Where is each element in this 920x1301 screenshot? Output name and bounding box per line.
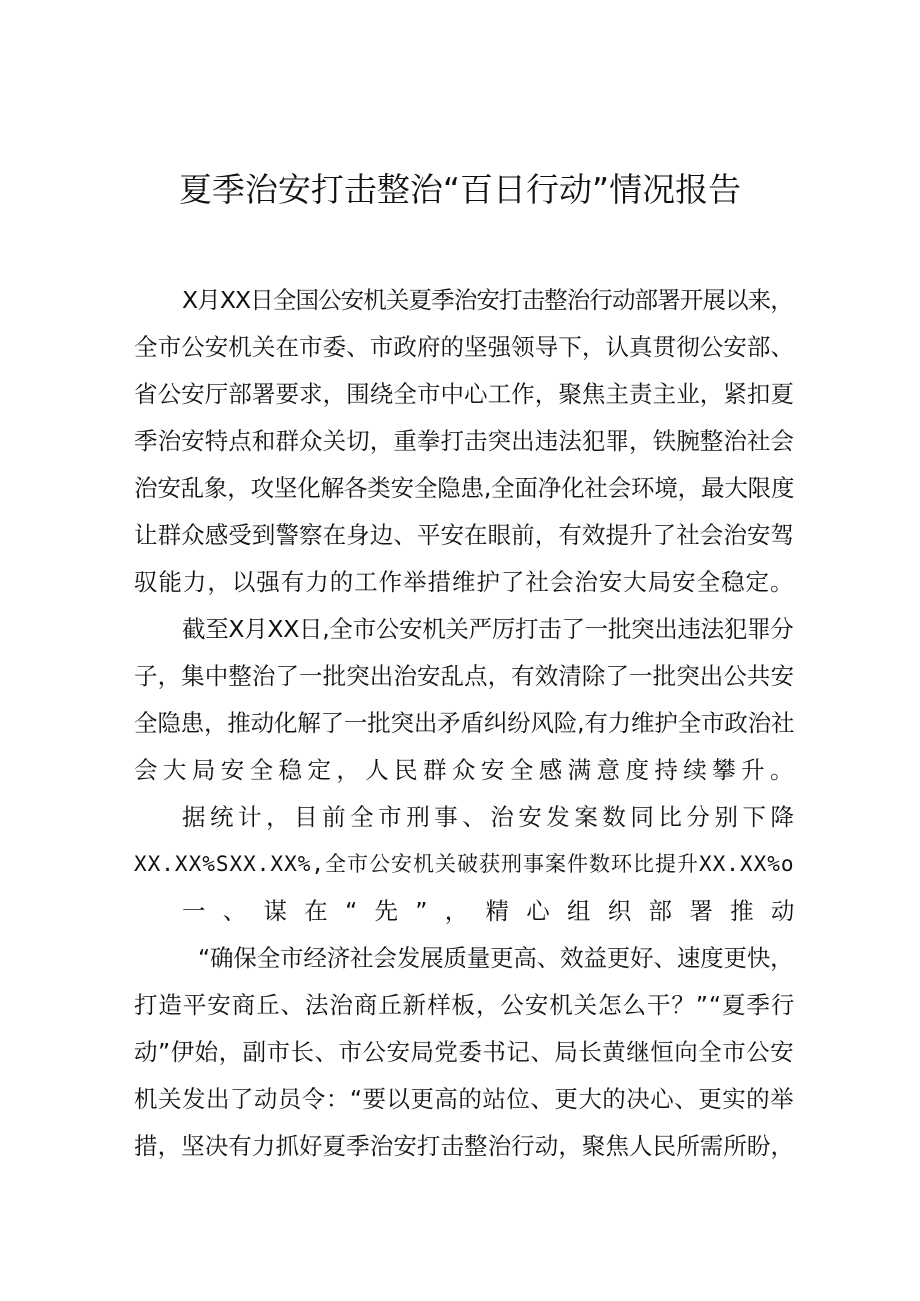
- text-line: 省公安厅部署要求，围绕全市中心工作，聚焦主责主业，紧扣夏: [134, 380, 795, 408]
- text-line: 子，集中整治了一批突出治安乱点，有效清除了一批突出公共安: [134, 662, 795, 690]
- text-line: 驭能力，以强有力的工作举措维护了社会治安大局安全稳定。: [134, 568, 795, 596]
- text-line: 机关发出了动员令：“要以更高的站位、更大的决心、更实的举: [134, 1085, 795, 1113]
- section-heading: 一、谋在“先”，精心组织部署推动: [182, 897, 812, 925]
- text-line: 措，坚决有力抓好夏季治安打击整治行动，聚焦人民所需所盼，: [134, 1132, 795, 1160]
- text-line: “确保全市经济社会发展质量更高、效益更好、速度更快，: [198, 944, 794, 972]
- text-line: 据统计，目前全市刑事、治安发案数同比分别下降: [182, 803, 799, 831]
- text-line: XX.XX%SXX.XX%,全市公安机关破获刑事案件数环比提升XX.XX%o: [134, 852, 795, 876]
- text-line: 截至X月XX日,全市公安机关严厉打击了一批突出违法犯罪分: [182, 615, 794, 643]
- text-line: 全隐患，推动化解了一批突出矛盾纠纷风险,有力维护全市政治社: [134, 709, 795, 737]
- text-line: 季治安特点和群众关切，重拳打击突出违法犯罪，铁腕整治社会: [134, 427, 795, 455]
- text-line: 打造平安商丘、法治商丘新样板，公安机关怎么干？”“夏季行: [134, 991, 796, 1019]
- text-line: 会大局安全稳定，人民群众安全感满意度持续攀升。: [134, 756, 799, 784]
- text-line: 动”伊始，副市长、市公安局党委书记、局长黄继恒向全市公安: [134, 1038, 795, 1066]
- text-line: X月XX日全国公安机关夏季治安打击整治行动部署开展以来，: [182, 286, 793, 314]
- document-title: 夏季治安打击整治“百日行动”情况报告: [178, 170, 742, 209]
- text-line: 全市公安机关在市委、市政府的坚强领导下，认真贯彻公安部、: [134, 333, 795, 361]
- text-line: 治安乱象，攻坚化解各类安全隐患,全面净化社会环境，最大限度: [134, 474, 795, 502]
- text-line: 让群众感受到警察在身边、平安在眼前，有效提升了社会治安驾: [134, 521, 795, 549]
